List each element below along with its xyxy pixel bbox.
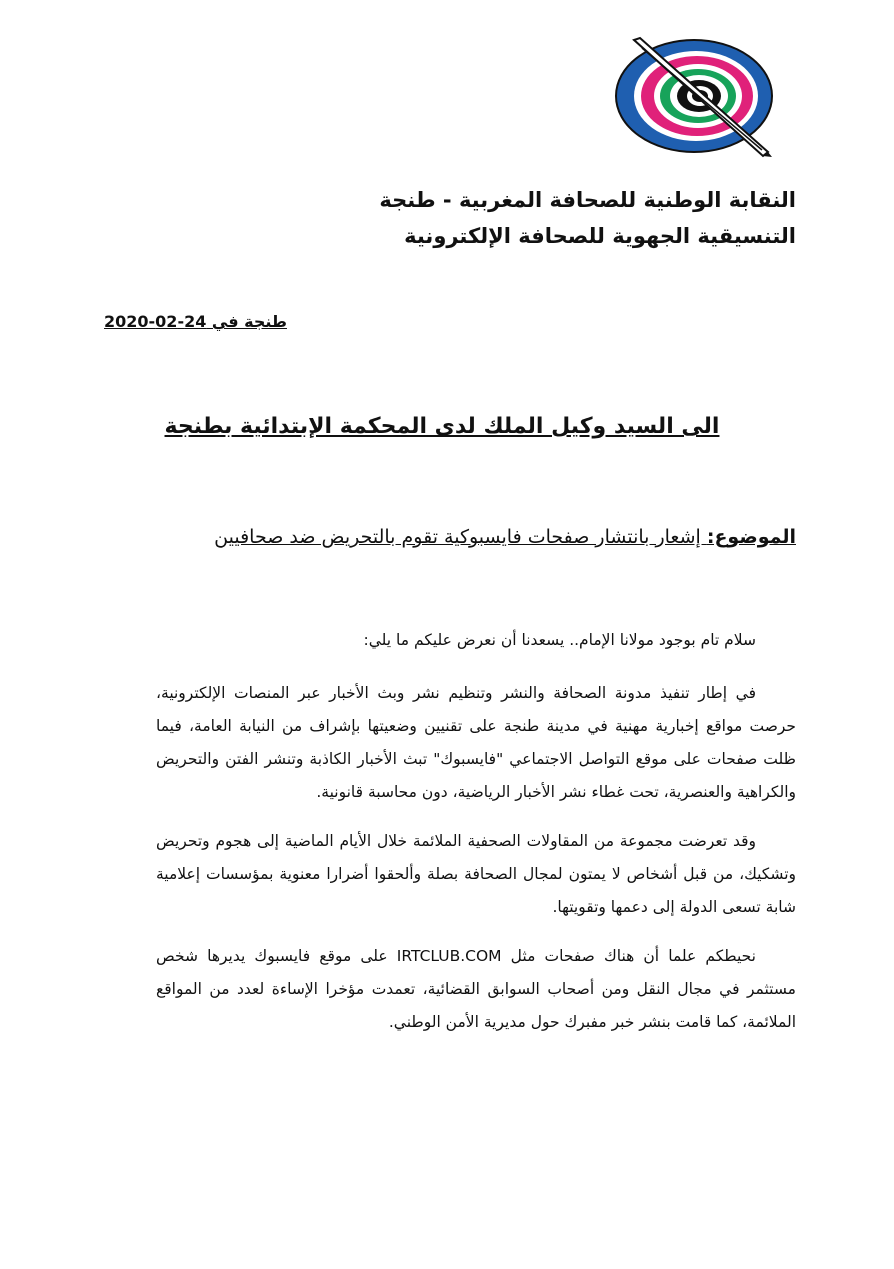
org-name-line: النقابة الوطنية للصحافة المغربية - طنجة bbox=[379, 188, 796, 212]
org-unit-line: التنسيقية الجهوية للصحافة الإلكترونية bbox=[404, 224, 796, 248]
union-logo bbox=[612, 36, 774, 158]
subject-text: إشعار بانتشار صفحات فايسبوكية تقوم بالتحريض ضد صحافيين bbox=[214, 526, 707, 548]
letter-body bbox=[156, 624, 796, 1055]
addressee-heading: الى السيد وكيل الملك لدى المحكمة الإبتدائية بطنجة bbox=[164, 414, 720, 439]
date-line: طنجة في 24-02-2020 bbox=[104, 312, 287, 331]
body-paragraph-3: نحيطكم علما أن هناك صفحات مثل IRTCLUB.COM على موقع فايسبوك يديرها شخص مستثمر في مجال النقل ومن أصحاب السوابق القضائية، تعمدت مؤخرا الإساءة لعدد من المواقع الملائمة، كما قامت بنشر خبر مفبرك حول مديرية الأمن الوطني. bbox=[156, 947, 796, 1031]
body-paragraph-2: وقد تعرضت مجموعة من المقاولات الصحفية الملائمة خلال الأيام الماضية إلى هجوم وتحريض وتشكيك، من قبل أشخاص لا يمتون لمجال الصحافة بصلة وألحقوا أضرارا معنوية بمؤسسات إعلامية شابة تسعى الدولة إلى دعمها وتقويتها. bbox=[156, 832, 796, 916]
subject-line bbox=[96, 526, 796, 548]
subject-label: الموضوع: bbox=[706, 526, 796, 548]
body-paragraph-1: في إطار تنفيذ مدونة الصحافة والنشر وتنظيم نشر وبث الأخبار عبر المنصات الإلكترونية، حرصت مواقع إخبارية مهنية في مدينة طنجة على تقنيين وضعيتها بإشراف من النيابة العامة، فيما ظلت صفحات على موقع التواصل الاجتماعي "فايسبوك" تبث الأخبار الكاذبة وتنشر الفتن والتحريض والكراهية والعنصرية، تحت غطاء نشر الأخبار الرياضية، دون محاسبة قانونية. bbox=[156, 684, 796, 801]
greeting-paragraph: سلام تام بوجود مولانا الإمام.. يسعدنا أن نعرض عليكم ما يلي: bbox=[363, 631, 756, 649]
organization-header bbox=[196, 182, 796, 254]
